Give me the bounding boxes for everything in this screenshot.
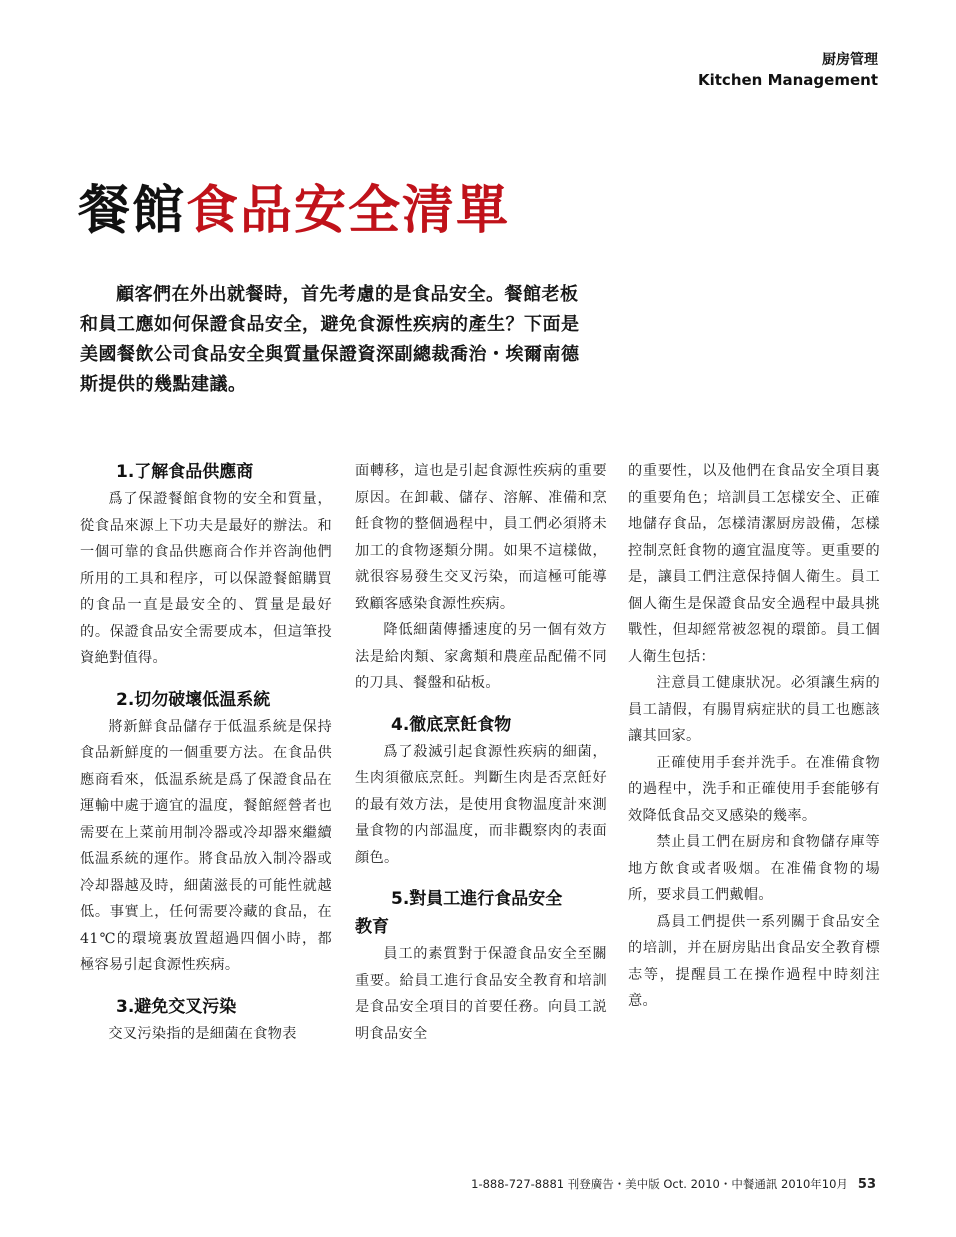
section-5-paragraph-cont: 的重要性，以及他們在食品安全項目裏的重要角色；培訓員工怎樣安全、正確地儲存食品，怎樣清潔厨房設備，怎樣控制烹飪食物的適宜温度等。更重要的是，讓員工們注意保持個人衛生。員工個人衛生是保證食品安全過程中最具挑戰性，但却經常被忽視的環節。員工個人衛生包括： (628, 463, 880, 665)
section-heading-3: 3.避免交叉污染 (116, 996, 237, 1017)
page-number: 53 (857, 1177, 876, 1192)
column-3 (628, 458, 880, 1015)
section-3-paragraph-2: 降低細菌傳播速度的另一個有效方法是給肉類、家禽類和農産品配備不同的刀具、餐盤和砧板。 (355, 622, 607, 691)
section-label-zh: 厨房管理 (822, 52, 878, 68)
section-label-en: Kitchen Management (698, 71, 878, 89)
page-footer (471, 1176, 876, 1192)
section-5-paragraph-4: 禁止員工們在厨房和食物儲存庫等地方飲食或者吸烟。在准備食物的場所，要求員工們戴帽。 (628, 834, 880, 903)
section-5-paragraph-5: 爲員工們提供一系列關于食品安全的培訓，并在厨房貼出食品安全教育標志等，提醒員工在操作過程中時刻注意。 (628, 913, 880, 1009)
section-header (698, 50, 878, 90)
article-title-part1: 餐館 (78, 180, 187, 241)
section-heading-5-line1: 5.對員工進行食品安全 (391, 889, 563, 909)
column-2 (355, 458, 607, 1047)
section-heading-4: 4.徹底烹飪食物 (391, 714, 512, 735)
section-3-paragraph-cont: 面轉移，這也是引起食源性疾病的重要原因。在卸載、儲存、溶解、准備和烹飪食物的整個過程中，員工們必須將未加工的食物逐類分開。如果不這樣做，就很容易發生交叉污染，而這極可能導致顧客感染食源性疾病。 (355, 463, 607, 612)
section-heading-5-line2: 教育 (355, 917, 389, 937)
article-intro: 顧客們在外出就餐時，首先考慮的是食品安全。餐館老板和員工應如何保證食品安全，避免食源性疾病的產生？下面是美國餐飲公司食品安全與質量保證資深副總裁喬治・埃爾南德斯提供的幾點建議。 (80, 284, 580, 395)
section-heading-5 (355, 885, 607, 941)
section-heading-2: 2.切勿破壞低温系統 (116, 689, 271, 710)
section-1-paragraph: 爲了保證餐館食物的安全和質量，從食品來源上下功夫是最好的辦法。和一個可靠的食品供應商合作并咨詢他們所用的工具和程序，可以保證餐館購買的食品一直是最安全的、質量是最好的。保證食品安全需要成本，但這筆投資絶對值得。 (80, 491, 332, 666)
section-5-paragraph-2: 注意員工健康狀况。必須讓生病的員工請假，有腸胃病症狀的員工也應該讓其回家。 (628, 675, 880, 744)
article-title (78, 176, 510, 246)
section-5-paragraph-start: 員工的素質對于保證食品安全至關重要。給員工進行食品安全教育和培訓是食品安全項目的首要任務。向員工説明食品安全 (355, 946, 607, 1042)
section-5-paragraph-3: 正確使用手套并洗手。在准備食物的過程中，洗手和正確使用手套能够有效降低食品交叉感染的幾率。 (628, 754, 880, 824)
section-4-paragraph: 爲了殺滅引起食源性疾病的細菌，生肉須徹底烹飪。判斷生肉是否烹飪好的最有效方法，是使用食物温度計來測量食物的内部温度，而非觀察肉的表面顔色。 (355, 743, 607, 866)
section-heading-1: 1.了解食品供應商 (116, 462, 254, 482)
section-2-paragraph: 將新鮮食品儲存于低温系統是保持食品新鮮度的一個重要方法。在食品供應商看來，低温系統是爲了保證食品在運輸中處于適宜的温度，餐館經營者也需要在上菜前用制冷器或冷却器來繼續低温系統的運作。將食品放入制冷器或冷却器越及時，細菌滋長的可能性就越低。事實上，任何需要冷藏的食品，在41℃的環境裏放置超過四個小時，都極容易引起食源性疾病。 (80, 718, 332, 973)
column-1 (80, 458, 332, 1047)
section-3-paragraph-start: 交叉污染指的是細菌在食物表 (108, 1025, 297, 1042)
footer-text: 1-888-727-8881 刊登廣告・美中版 Oct. 2010・中餐通訊 2010年10月 (471, 1177, 848, 1191)
article-title-part2: 食品安全清單 (186, 180, 511, 241)
